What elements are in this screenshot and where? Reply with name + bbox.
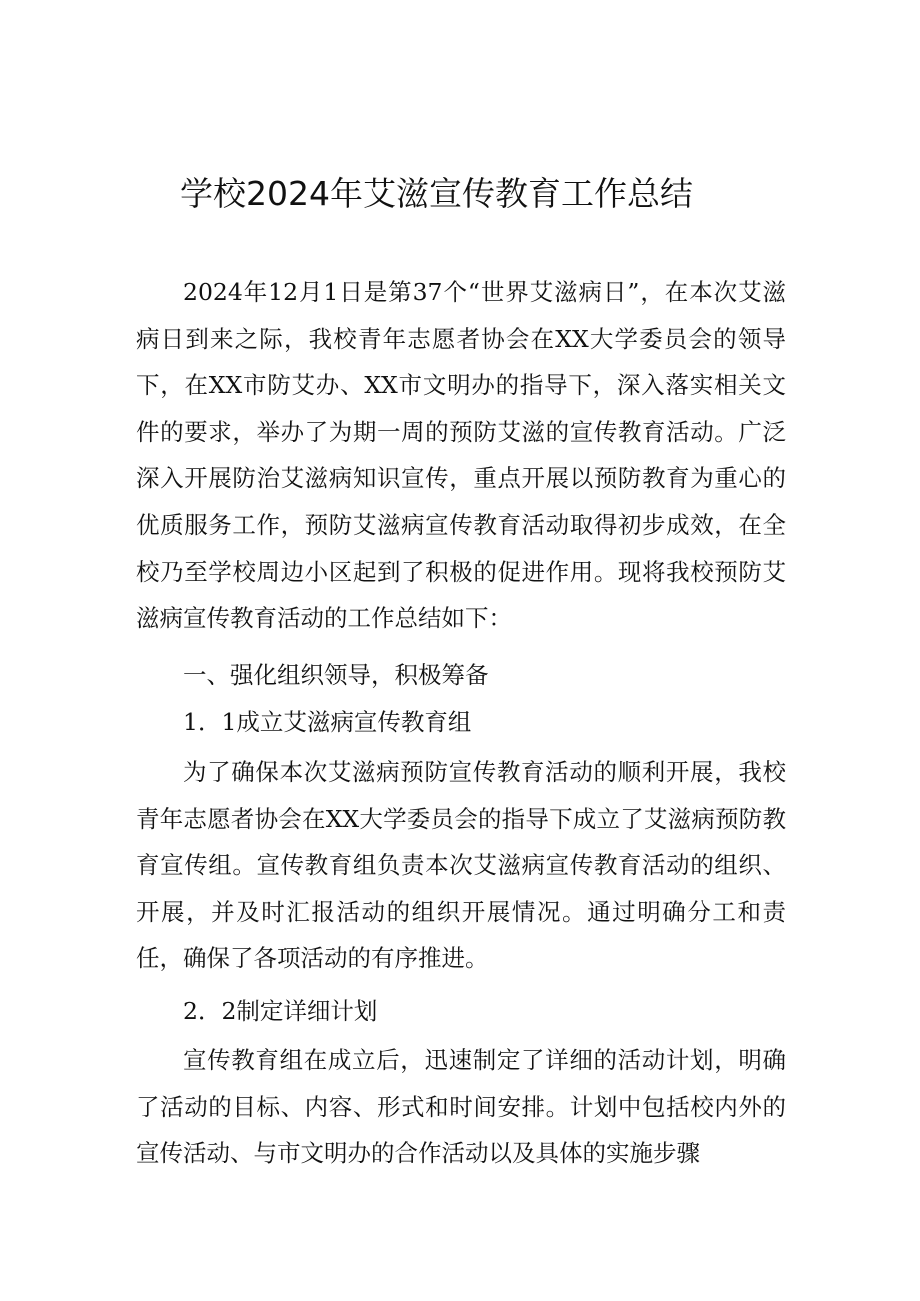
subsection-heading-1-1: 1．1成立艾滋病宣传教育组 — [183, 708, 472, 736]
subsection-body-1-1: 为了确保本次艾滋病预防宣传教育活动的顺利开展，我校青年志愿者协会在XX大学委员会的指导下成立了艾滋病预防教育宣传组。宣传教育组负责本次艾滋病宣传教育活动的组织、开展，并及时汇报活动的组织开展情况。通过明确分工和责任，确保了各项活动的有序推进。 — [136, 758, 786, 973]
subsection-heading-2-2: 2．2制定详细计划 — [183, 997, 378, 1025]
intro-paragraph: 2024年12月1日是第37个“世界艾滋病日”，在本次艾滋病日到来之际，我校青年志愿者协会在XX大学委员会的领导下，在XX市防艾办、XX市文明办的指导下，深入落实相关文件的要求，举办了为期一周的预防艾滋的宣传教育活动。广泛深入开展防治艾滋病知识宣传，重点开展以预防教育为重心的优质服务工作，预防艾滋病宣传教育活动取得初步成效，在全校乃至学校周边小区起到了积极的促进作用。现将我校预防艾滋病宣传教育活动的工作总结如下： — [136, 278, 786, 633]
subsection-body-2-2: 宣传教育组在成立后，迅速制定了详细的活动计划，明确了活动的目标、内容、形式和时间安排。计划中包括校内外的宣传活动、与市文明办的合作活动以及具体的实施步骤 — [136, 1046, 786, 1168]
document-title: 学校2024年艾滋宣传教育工作总结 — [180, 174, 693, 213]
section-heading-1: 一、强化组织领导，积极筹备 — [183, 661, 489, 689]
